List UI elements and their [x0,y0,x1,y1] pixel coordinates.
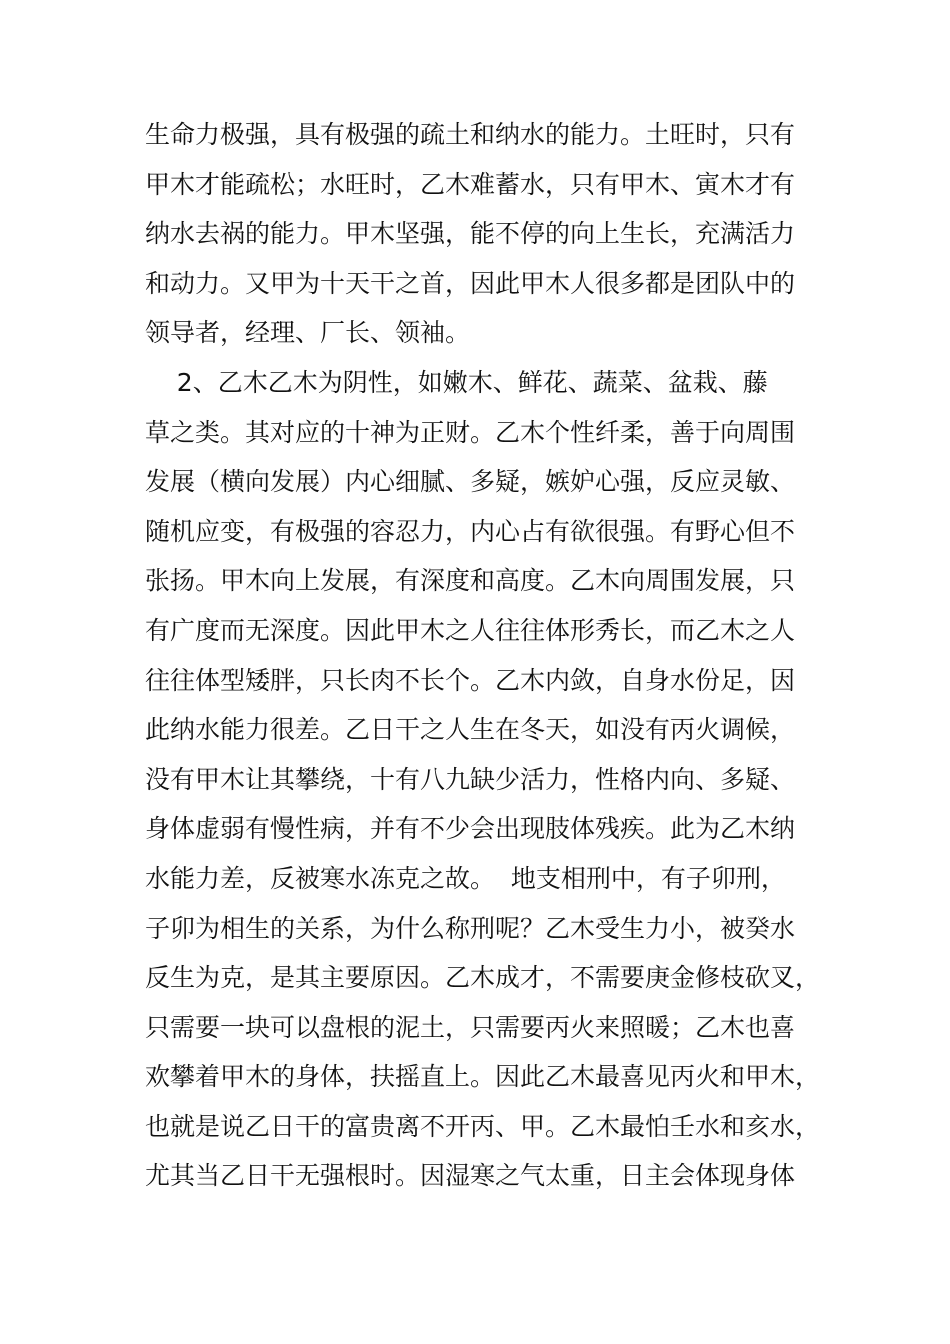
text-line: 往往体型矮胖，只长肉不长个。乙木内敛，自身水份足，因 [145,665,796,695]
text-line: 草之类。其对应的十神为正财。乙木个性纤柔，善于向周围 [145,417,796,447]
text-line: 生命力极强，具有极强的疏土和纳水的能力。土旺时，只有 [145,120,796,149]
text-line: 随机应变，有极强的容忍力，内心占有欲很强。有野心但不 [145,516,796,546]
text-line: 和动力。又甲为十天干之首，因此甲木人很多都是团队中的 [145,268,796,298]
text-line: 子卯为相生的关系，为什么称刑呢？乙木受生力小，被癸水 [145,913,796,943]
text-line: 也就是说乙日干的富贵离不开丙、甲。乙木最怕壬水和亥水， [145,1111,821,1141]
text-line: 此纳水能力很差。乙日干之人生在冬天，如没有丙火调候， [145,715,796,745]
text-line: 身体虚弱有慢性病，并有不少会出现肢体残疾。此为乙木纳 [145,814,796,844]
text-line: 发展（横向发展）内心细腻、多疑，嫉妒心强，反应灵敏、 [145,467,796,497]
text-line: 反生为克，是其主要原因。乙木成才，不需要庚金修枝砍叉， [145,963,821,993]
text-line: 甲木才能疏松；水旺时，乙木难蓄水，只有甲木、寅木才有 [145,169,796,199]
text-line: 尤其当乙日干无强根时。因湿寒之气太重，日主会体现身体 [145,1161,796,1191]
text-line: 水能力差，反被寒水冻克之故。 地支相刑中，有子卯刑， [145,863,786,893]
text-line: 领导者，经理、厂长、领袖。 [145,318,471,348]
text-line: 只需要一块可以盘根的泥土，只需要丙火来照暖；乙木也喜 [145,1012,796,1042]
body-text [145,110,825,1201]
text-line: 欢攀着甲木的身体，扶摇直上。因此乙木最喜见丙火和甲木， [145,1062,821,1092]
paragraph-start-line: 2、乙木乙木为阴性，如嫩木、鲜花、蔬菜、盆栽、藤 [145,367,768,397]
text-line: 没有甲木让其攀绕，十有八九缺少活力，性格内向、多疑、 [145,764,796,794]
text-line: 纳水去祸的能力。甲木坚强，能不停的向上生长，充满活力 [145,219,796,249]
text-line: 有广度而无深度。因此甲木之人往往体形秀长，而乙木之人 [145,615,796,645]
text-line: 张扬。甲木向上发展，有深度和高度。乙木向周围发展，只 [145,566,796,596]
